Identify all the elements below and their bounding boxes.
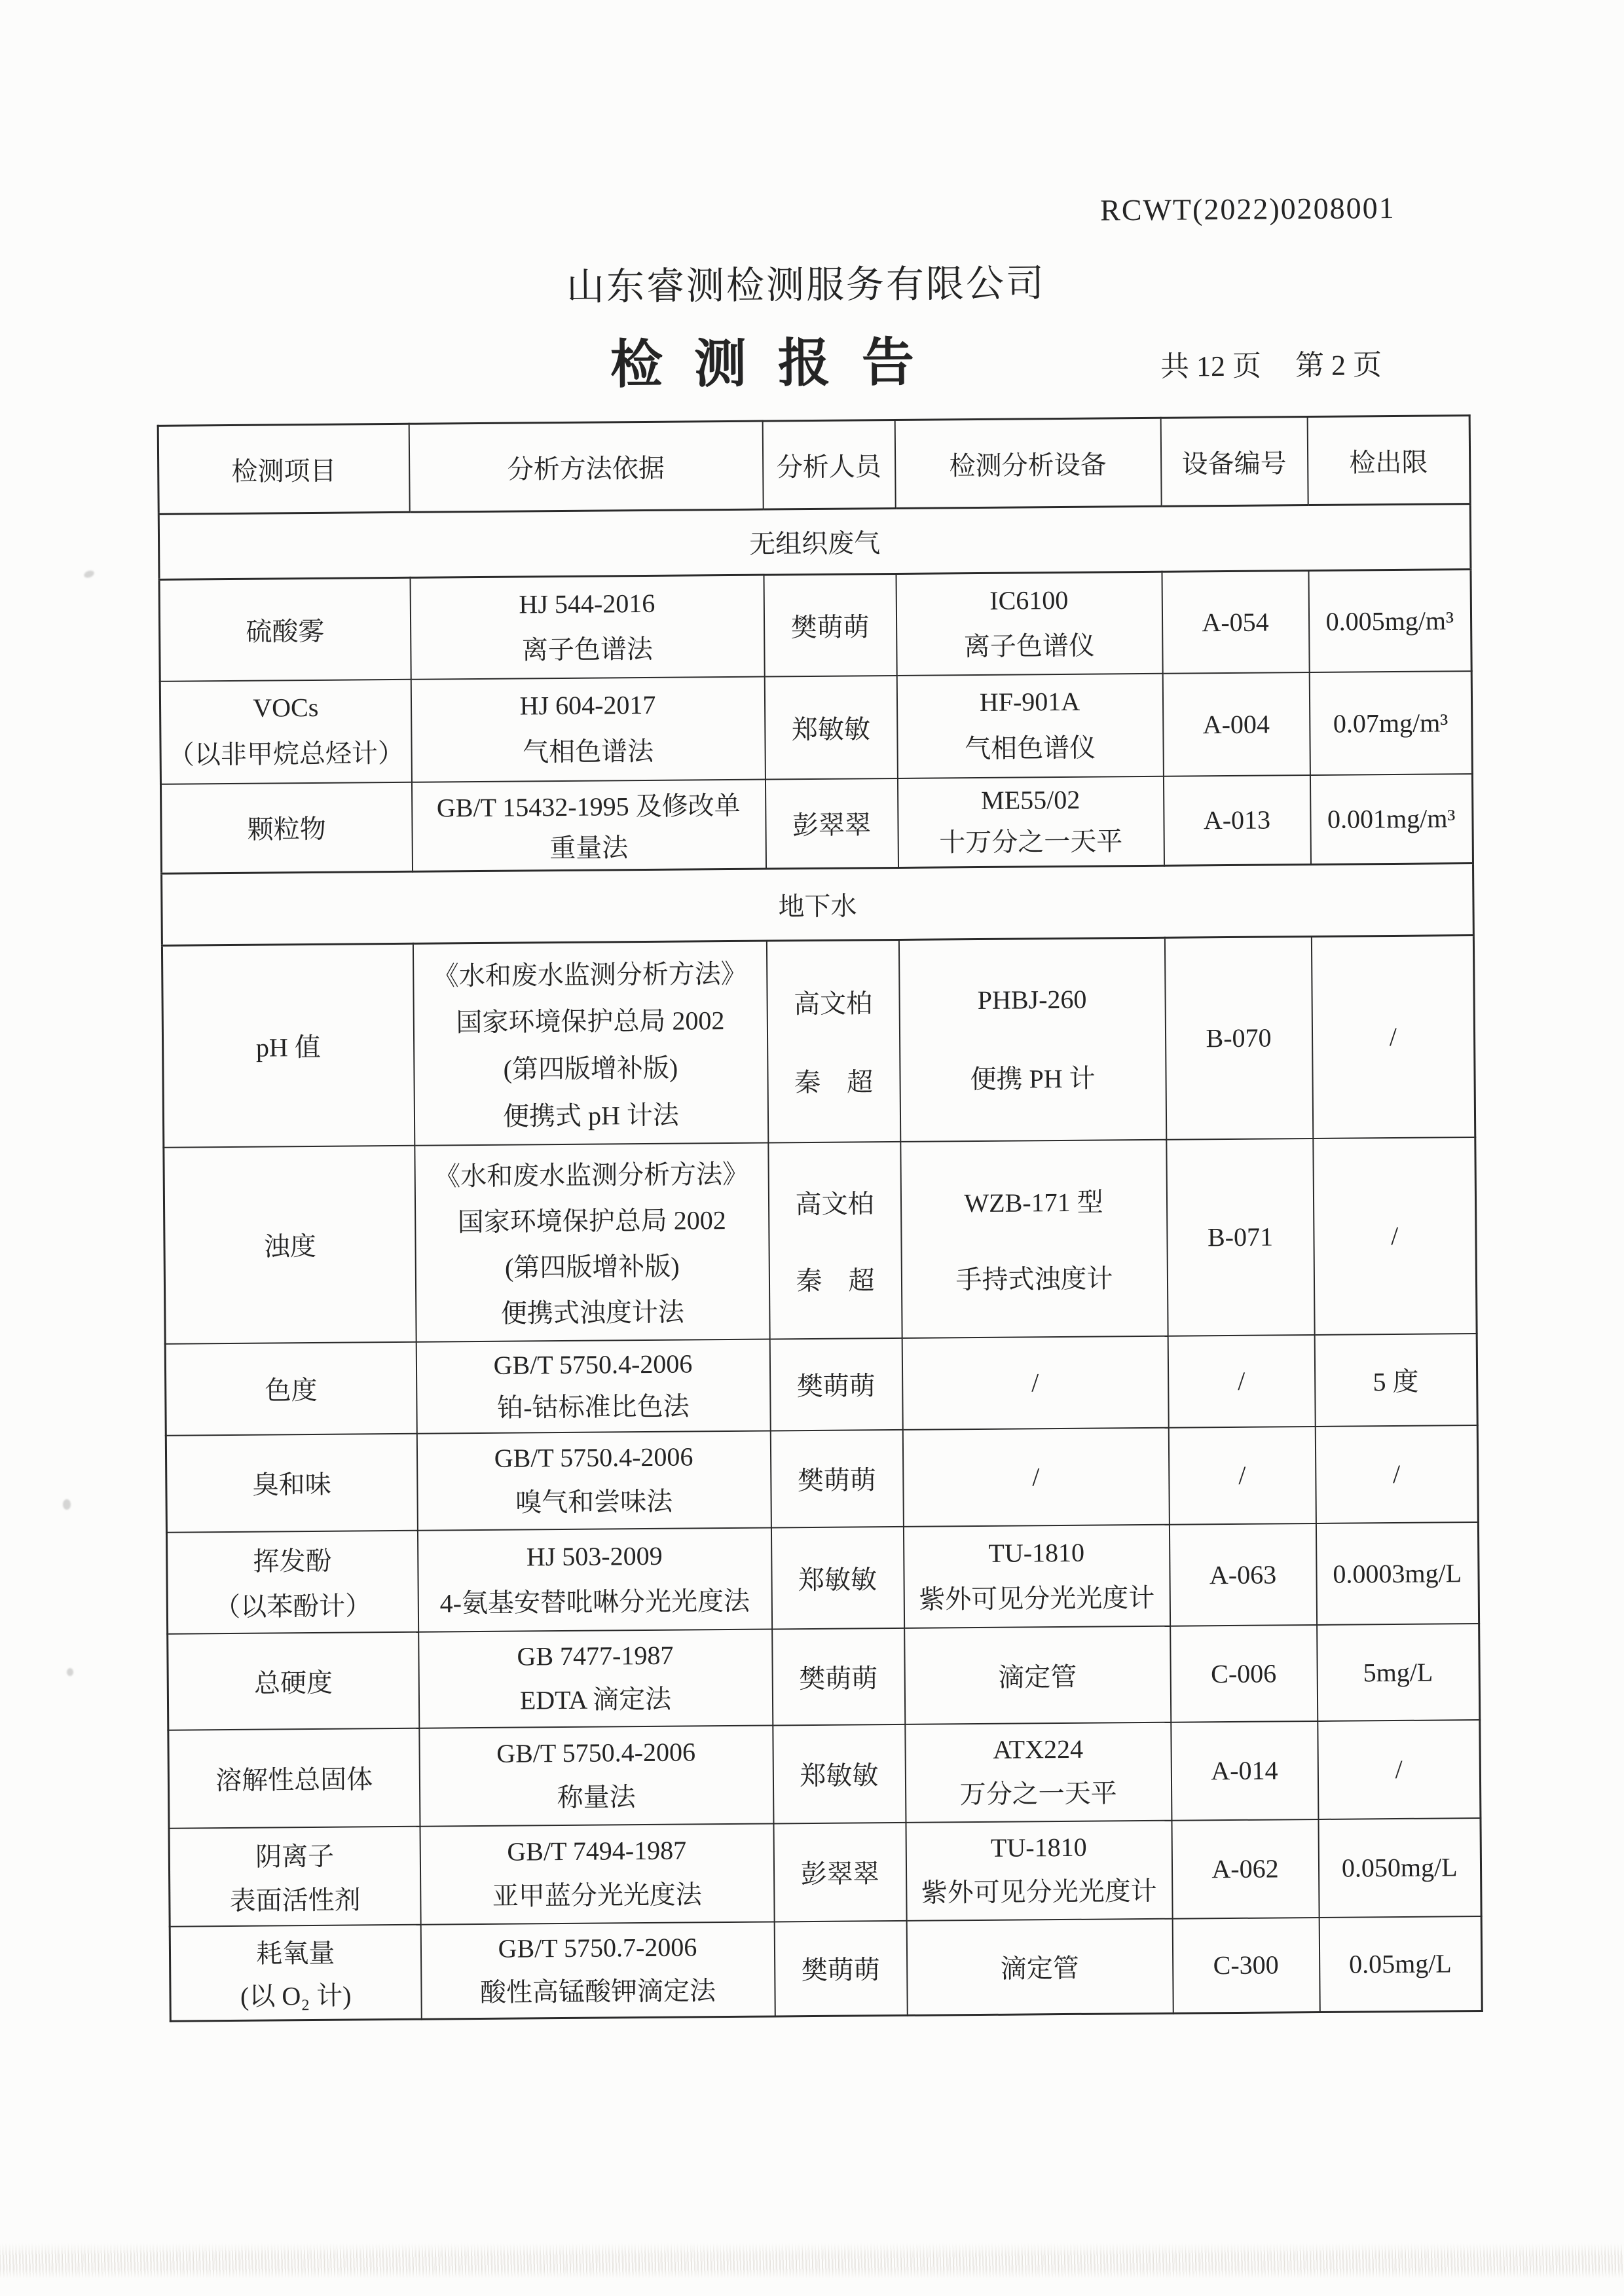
table-row [169,1818,1481,1927]
cell-item-line: （以非甲烷总烃计） [168,738,405,770]
cell-equipment-no: A-004 [1162,672,1310,776]
cell-method-line: GB/T 5750.4-2006 [494,1442,693,1473]
cell-equipment [903,1524,1170,1628]
cell-detection-limit: / [1318,1720,1481,1819]
cell-item [170,1924,421,2021]
cell-analyst-line: 樊萌萌 [797,1465,877,1496]
column-header: 检测分析设备 [895,418,1161,508]
cell-method-line: GB/T 5750.7-2006 [498,1932,697,1963]
cell-method-line: 《水和废水监测分析方法》 [432,958,747,991]
section-label: 地下水 [162,864,1474,946]
cell-item-line: 挥发酚 [253,1546,332,1576]
cell-item-line: （以苯酚计） [213,1591,372,1622]
cell-method-line: GB/T 15432-1995 及修改单 [436,790,741,823]
cell-method-line: GB/T 5750.4-2006 [493,1348,693,1380]
table-row [166,1522,1479,1634]
column-header: 设备编号 [1160,417,1308,507]
cell-equipment-line: / [1031,1368,1039,1398]
cell-equipment [906,1820,1172,1920]
cell-method-line: 亚甲蓝分光光度法 [492,1880,703,1912]
cell-analyst-line: 秦 超 [796,1265,875,1296]
cell-item-line: 总硬度 [253,1667,333,1698]
cell-equipment-line: 手持式浊度计 [955,1263,1113,1294]
cell-detection-limit: / [1313,1137,1477,1335]
cell-item-line: 颗粒物 [247,814,326,845]
cell-item-line: pH 值 [255,1032,322,1063]
cell-detection-limit: 0.005mg/m³ [1308,570,1471,672]
cell-equipment-line: 滴定管 [1000,1954,1079,1984]
table-row [166,1425,1478,1533]
table-body [158,504,1482,2022]
table-row [168,1720,1481,1829]
cell-item-line: VOCs [253,693,319,723]
cell-method [411,779,766,871]
cell-equipment-no: B-071 [1166,1138,1314,1336]
scan-speckle [67,1668,73,1676]
cell-method [416,1339,770,1433]
cell-method-line: GB/T 7494-1987 [507,1835,687,1867]
cell-item [165,1341,416,1435]
cell-equipment-line: TU-1810 [988,1537,1085,1568]
cell-detection-limit: 0.001mg/m³ [1310,774,1473,865]
cell-equipment [902,1336,1168,1429]
cell-detection-limit: / [1315,1425,1478,1523]
cell-detection-limit: 0.05mg/L [1319,1916,1482,2013]
cell-analyst-line: 彭翠翠 [800,1859,879,1889]
cell-method [413,941,767,1145]
cell-equipment-line: TU-1810 [990,1832,1087,1863]
scan-speckle [63,1499,71,1510]
cell-equipment-no: A-014 [1171,1721,1318,1820]
cell-analyst-line: 郑敏敏 [798,1564,877,1595]
page-info [1160,341,1382,385]
cell-equipment [898,938,1166,1141]
cell-equipment-line: 便携 PH 计 [970,1063,1096,1094]
pages-total-label: 共 12 页 [1160,350,1262,383]
cell-analyst-line: 樊萌萌 [796,1371,876,1402]
cell-item [166,1433,417,1532]
cell-equipment-no: A-062 [1172,1819,1319,1918]
cell-analyst-line: 郑敏敏 [791,714,871,744]
cell-item-line: (以 O₂ 计) [240,1980,352,2011]
cell-method-line: 便携式 pH 计法 [502,1100,680,1131]
cell-item [164,1145,416,1343]
cell-method-line: 离子色谱法 [521,634,654,665]
cell-detection-limit: 0.07mg/m³ [1309,671,1472,775]
cell-item-line: 溶解性总固体 [215,1764,373,1796]
cell-equipment [904,1626,1171,1724]
cell-method-line: 便携式浊度计法 [500,1297,685,1328]
cell-equipment-no: B-070 [1164,937,1312,1140]
table-row [170,1916,1482,2022]
cell-item-line: 浊度 [263,1231,316,1262]
table-row [160,774,1473,874]
cell-equipment-line: 气相色谱仪 [964,733,1096,763]
cell-equipment-line: 紫外可见分光光度计 [919,1582,1155,1614]
cell-method-line: 铂-钴标准比色法 [497,1391,690,1423]
cell-analyst [773,1822,906,1922]
table-row [159,570,1471,682]
cell-method-line: 气相色谱法 [522,736,654,767]
cell-method-line: HJ 503-2009 [526,1540,663,1571]
cell-method [415,1142,769,1341]
cell-detection-limit: 5 度 [1314,1334,1477,1427]
cell-method [420,1823,774,1924]
cell-detection-limit: 0.0003mg/L [1316,1522,1479,1625]
cell-analyst-line: 高文柏 [795,1188,874,1219]
table-row [162,936,1475,1148]
scan-noise-band [0,2243,1624,2278]
cell-analyst [765,778,898,869]
company-name: 山东睿测检测服务有限公司 [566,262,1046,308]
cell-equipment [896,673,1163,778]
report-number: RCWT(2022)0208001 [1099,191,1395,227]
cell-equipment-line: 万分之一天平 [959,1778,1117,1810]
cell-method [418,1629,773,1728]
table-row [160,671,1472,784]
cell-method-line: (第四版增补版) [503,1053,678,1084]
cell-analyst-line: 樊萌萌 [801,1955,880,1986]
cell-equipment [900,1139,1168,1338]
cell-equipment-line: 紫外可见分光光度计 [921,1876,1157,1908]
cell-item [168,1631,419,1730]
cell-detection-limit: / [1311,936,1475,1139]
cell-method-line: 国家环境保护总局 2002 [456,1006,725,1038]
cell-item [160,679,411,784]
cell-item-line: 阴离子 [255,1841,335,1872]
cell-equipment-no: A-063 [1169,1523,1316,1626]
cell-item [168,1728,420,1828]
cell-method [416,1430,771,1530]
cell-analyst [771,1526,904,1629]
cell-equipment-line: WZB-171 型 [964,1187,1103,1218]
section-label: 无组织废气 [158,504,1471,580]
cell-equipment-line: 十万分之一天平 [939,826,1123,858]
methods-table [157,414,1483,2022]
cell-analyst-line: 秦 超 [794,1067,874,1098]
cell-item-line: 臭和味 [252,1469,331,1500]
cell-item-line: 色度 [265,1375,318,1406]
cell-analyst-line: 樊萌萌 [799,1663,878,1694]
cell-item-line: 表面活性剂 [229,1884,361,1916]
cell-analyst [772,1628,905,1725]
cell-equipment [896,572,1162,675]
cell-equipment-line: ATX224 [993,1734,1084,1764]
section-row [158,504,1471,580]
cell-analyst [774,1920,907,2016]
cell-analyst [769,1338,902,1430]
cell-method [411,676,765,782]
cell-equipment-no: / [1168,1426,1316,1524]
cell-equipment [902,1427,1169,1526]
cell-analyst-line: 郑敏敏 [800,1760,879,1791]
cell-detection-limit: 5mg/L [1317,1624,1480,1721]
cell-method-line: 重量法 [549,832,629,863]
cell-equipment [897,776,1164,867]
cell-analyst [768,1141,902,1339]
cell-analyst [773,1724,906,1823]
cell-method [410,575,764,679]
cell-equipment-no: A-054 [1162,571,1309,674]
cell-method-line: 《水和废水监测分析方法》 [434,1159,749,1192]
cell-equipment-line: IC6100 [989,585,1069,615]
cell-equipment-no: C-300 [1172,1917,1320,2013]
cell-method-line: 嗅气和尝味法 [515,1486,673,1518]
cell-method-line: 称量法 [557,1782,636,1813]
cell-method-line: GB 7477-1987 [517,1640,674,1671]
cell-equipment-line: ME55/02 [980,785,1080,816]
cell-method-line: HJ 544-2016 [519,588,655,619]
header-row [158,416,1470,515]
cell-equipment [906,1918,1173,2015]
cell-equipment-no: C-006 [1170,1624,1318,1722]
cell-method [420,1922,775,2019]
cell-item [160,782,412,873]
cell-method-line: (第四版增补版) [504,1251,680,1283]
cell-analyst [770,1429,903,1527]
cell-equipment [905,1722,1172,1822]
cell-method [419,1725,773,1826]
section-row [162,864,1474,946]
cell-method-line: 4-氨基安替吡啉分光光度法 [439,1586,750,1618]
column-header: 分析方法依据 [409,421,763,512]
cell-equipment-line: PHBJ-260 [977,984,1087,1015]
cell-item [162,943,414,1147]
cell-item [166,1530,418,1633]
table-row [164,1137,1477,1344]
cell-equipment-line: HF-901A [979,686,1080,718]
cell-method-line: 国家环境保护总局 2002 [457,1205,726,1237]
table-head [158,416,1470,515]
table-row [168,1624,1480,1730]
cell-equipment-line: 离子色谱仪 [963,630,1096,661]
cell-analyst [764,574,896,676]
cell-method [417,1527,771,1631]
cell-item [159,577,411,681]
cell-equipment-no: A-013 [1163,775,1310,866]
page-title: 检测报告 [610,334,946,395]
cell-method-line: GB/T 5750.4-2006 [496,1737,696,1768]
cell-analyst-line: 彭翠翠 [792,810,872,841]
cell-method-line: 酸性高锰酸钾滴定法 [479,1975,716,2007]
cell-analyst [766,939,900,1142]
cell-detection-limit: 0.050mg/L [1318,1818,1481,1918]
column-header: 检出限 [1307,416,1470,505]
page-current-label: 第 2 页 [1295,349,1382,382]
cell-analyst-line: 樊萌萌 [790,612,870,642]
column-header: 分析人员 [762,420,895,509]
cell-analyst-line: 高文柏 [793,989,873,1019]
cell-item-line: 硫酸雾 [246,616,325,647]
column-header: 检测项目 [158,424,409,514]
cell-item-line: 耗氧量 [256,1938,335,1969]
cell-analyst [764,675,897,779]
cell-method-line: HJ 604-2017 [519,690,656,721]
table-row [165,1334,1477,1436]
cell-equipment-line: / [1032,1462,1040,1492]
cell-equipment-line: 滴定管 [998,1662,1077,1692]
cell-equipment-no: / [1168,1334,1315,1427]
cell-method-line: EDTA 滴定法 [519,1684,672,1715]
cell-item [169,1826,420,1926]
